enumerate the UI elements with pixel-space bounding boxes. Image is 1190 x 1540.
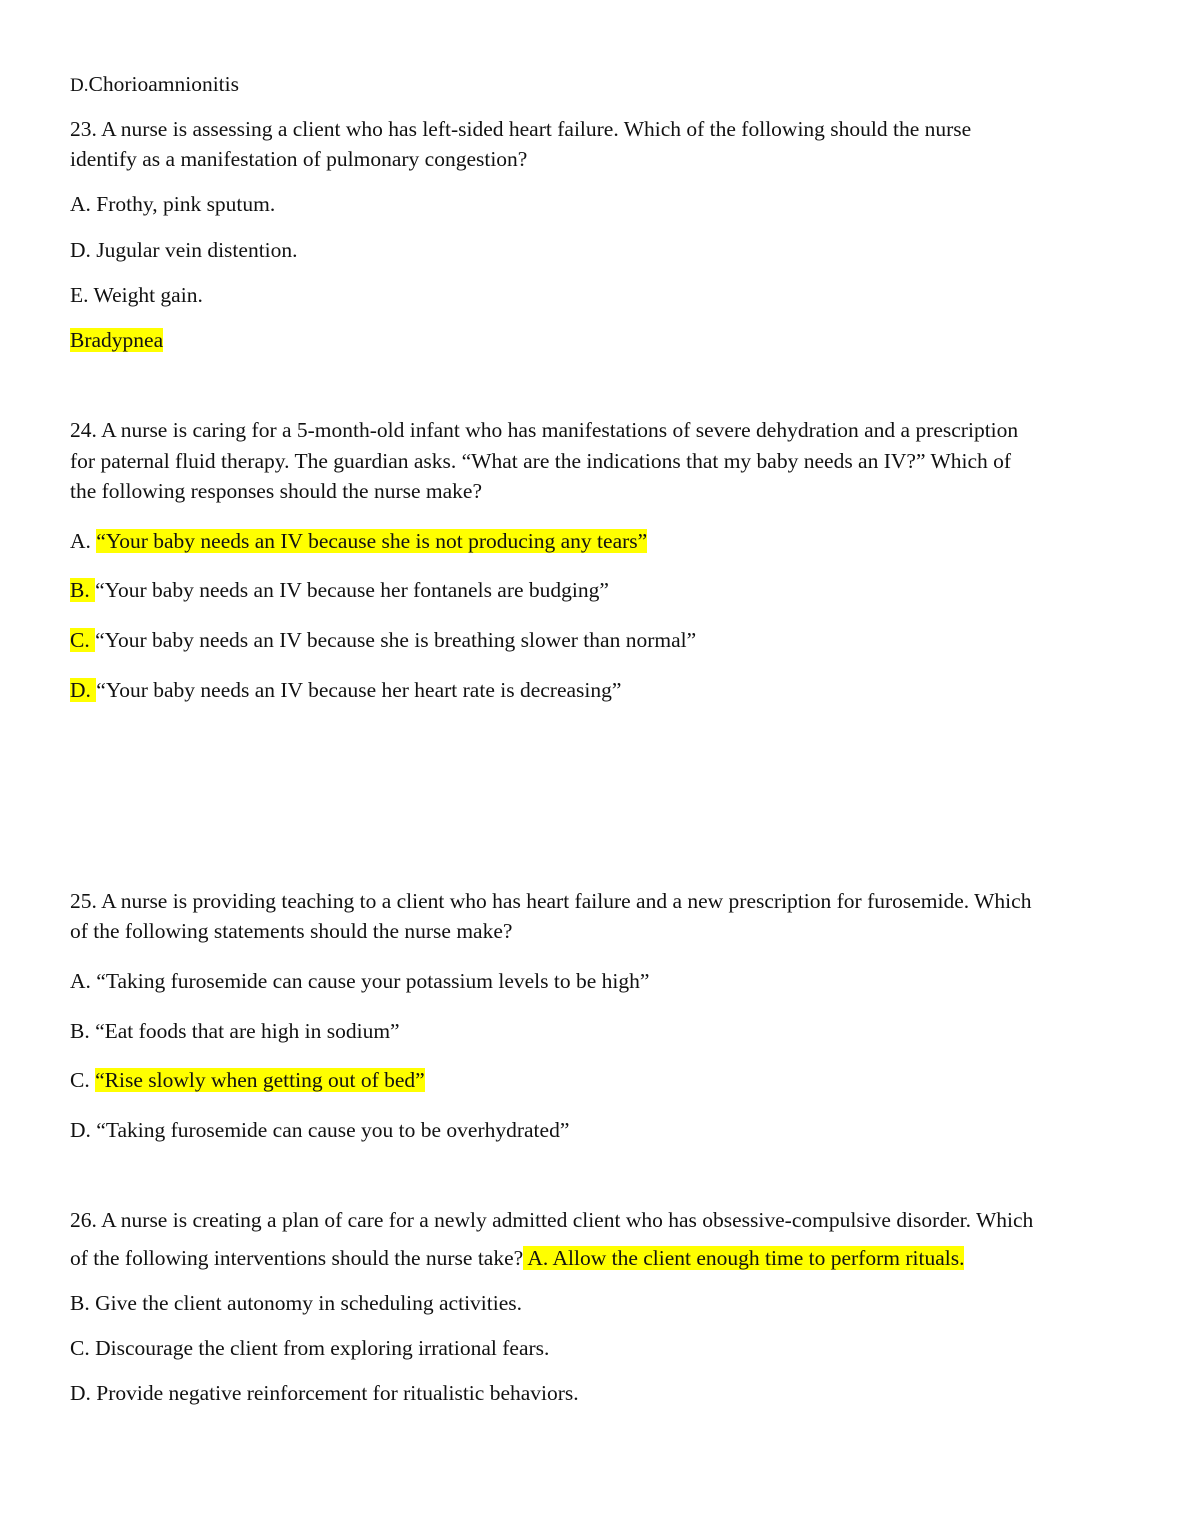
q24-option-b-text: “Your baby needs an IV because her fontanels are budging” [95,578,609,602]
q24-stem-line-1: 24. A nurse is caring for a 5-month-old infant who has manifestations of severe dehydration and a prescription [70,418,1019,442]
q24-option-c [70,627,696,653]
q26-stem-line-2-text: of the following interventions should the nurse take? [70,1246,524,1270]
q22-option-d [70,71,239,99]
q26-stem-line-2 [70,1245,964,1271]
q25-stem-line-1: 25. A nurse is providing teaching to a client who has heart failure and a new prescription for furosemide. Which [70,889,1032,913]
q24-option-b [70,577,609,603]
q24-option-d-text: “Your baby needs an IV because her heart rate is decreasing” [96,678,622,702]
q22-option-d-prefix: D. [70,75,89,96]
q26-option-a: A. Allow the client enough time to perform rituals. [523,1246,965,1270]
q26-option-b: B. Give the client autonomy in scheduling activities. [70,1291,523,1315]
q24-option-c-label: C. [70,628,96,652]
q24-option-d-label: D. [70,678,97,702]
q23-highlighted-answer: Bradypnea [70,328,164,352]
q24-option-a-label: A. [70,529,97,553]
q23-option-a: A. Frothy, pink sputum. [70,192,276,216]
q23-highlighted-note [70,327,163,353]
q24-option-a-text: “Your baby needs an IV because she is not producing any tears” [96,529,648,553]
q23-stem-line-1: 23. A nurse is assessing a client who has left-sided heart failure. Which of the following should the nurse [70,117,972,141]
q23-option-e: E. Weight gain. [70,283,203,307]
q24-option-d [70,677,621,703]
q24-option-a [70,528,647,554]
q24-option-c-text: “Your baby needs an IV because she is breathing slower than normal” [95,628,697,652]
q25-option-b: B. “Eat foods that are high in sodium” [70,1019,400,1043]
q26-option-c: C. Discourage the client from exploring irrational fears. [70,1336,550,1360]
q23-stem-line-2: identify as a manifestation of pulmonary congestion? [70,147,528,171]
q25-option-a: A. “Taking furosemide can cause your potassium levels to be high” [70,969,650,993]
q24-option-b-label: B. [70,578,96,602]
q25-stem-line-2: of the following statements should the nurse make? [70,919,513,943]
q26-stem-line-1: 26. A nurse is creating a plan of care for a newly admitted client who has obsessive-compulsive disorder. Which [70,1208,1034,1232]
q25-option-d: D. “Taking furosemide can cause you to be overhydrated” [70,1118,570,1142]
q22-option-d-text: Chorioamnionitis [88,72,239,96]
q25-option-c-label: C. [70,1068,96,1092]
q23-option-d: D. Jugular vein distention. [70,238,298,262]
q25-option-c-text: “Rise slowly when getting out of bed” [95,1068,425,1092]
q26-option-d: D. Provide negative reinforcement for ritualistic behaviors. [70,1381,579,1405]
q24-stem-line-2: for paternal fluid therapy. The guardian asks. “What are the indications that my baby needs an IV?” Which of [70,449,1012,473]
q24-stem-line-3: the following responses should the nurse make? [70,479,482,503]
q25-option-c [70,1067,425,1093]
